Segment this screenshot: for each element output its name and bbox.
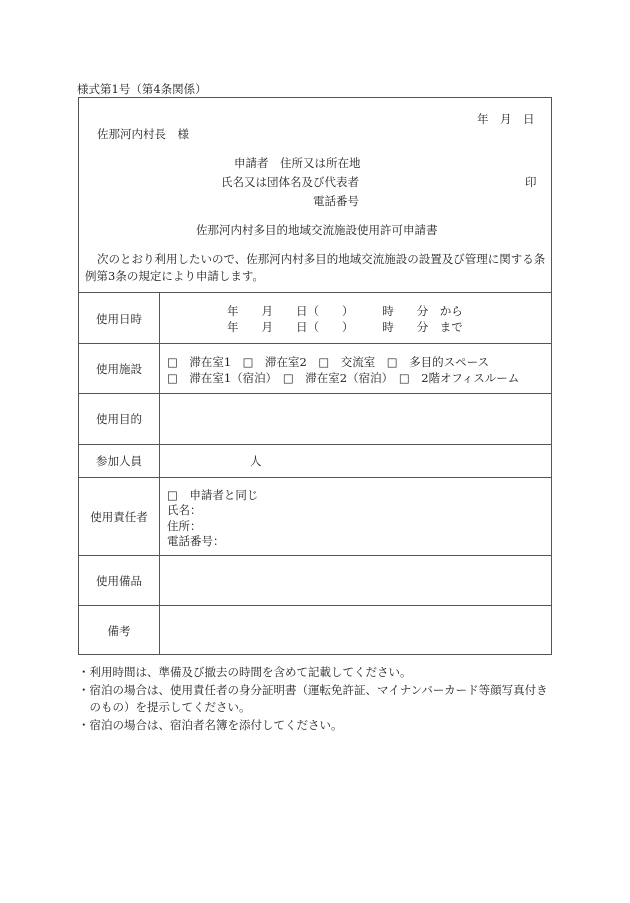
- row-label-facility: 使用施設: [96, 362, 142, 376]
- applicant-name-field[interactable]: 氏名又は団体名及び代表者: [221, 175, 359, 189]
- note-item: のもの）を提示してください。: [78, 700, 251, 714]
- facility-options-line2[interactable]: □ 滞在室1（宿泊） □ 滞在室2（宿泊） □ 2階オフィスルーム: [167, 371, 520, 385]
- intro-text-line2: 例第3条の規定により申請します。: [85, 269, 264, 283]
- table-top-line: [79, 292, 551, 293]
- purpose-field[interactable]: [161, 395, 549, 442]
- notes: [78, 664, 558, 734]
- form-title: 佐那河内村多目的地域交流施設使用許可申請書: [196, 223, 438, 237]
- row-label-manager: 使用責任者: [90, 510, 148, 524]
- equipment-field[interactable]: [161, 557, 549, 603]
- row-divider: [79, 477, 551, 478]
- form-number-label: 様式第1号（第4条関係）: [77, 82, 207, 96]
- row-label-equipment: 使用備品: [96, 574, 142, 588]
- row-divider: [79, 343, 551, 344]
- seal-mark: 印: [525, 175, 537, 189]
- note-item: ・利用時間は、準備及び撤去の時間を含めて記載してください。: [78, 665, 412, 679]
- row-label-participants: 参加人員: [96, 454, 142, 468]
- date-field[interactable]: 年 月 日: [477, 112, 535, 126]
- row-label-remarks: 備考: [107, 624, 131, 638]
- note-item: ・宿泊の場合は、使用責任者の身分証明書（運転免許証、マイナンバーカード等顔写真付き: [78, 682, 548, 697]
- remarks-field[interactable]: [161, 607, 549, 653]
- label-column-divider: [159, 292, 160, 655]
- applicant-phone-field[interactable]: 電話番号: [313, 194, 359, 208]
- manager-same-checkbox[interactable]: □ 申請者と同じ: [167, 488, 259, 502]
- manager-name-field[interactable]: 氏名：: [167, 503, 202, 517]
- manager-phone-field[interactable]: 電話番号：: [167, 534, 225, 548]
- facility-options-line1[interactable]: □ 滞在室1 □ 滞在室2 □ 交流室 □ 多目的スペース: [167, 355, 490, 369]
- intro-text-line1: 次のとおり利用したいので、佐那河内村多目的地域交流施設の設置及び管理に関する条: [97, 252, 546, 266]
- note-item: ・宿泊の場合は、宿泊者名簿を添付してください。: [78, 717, 343, 732]
- row-divider: [79, 605, 551, 606]
- row-label-purpose: 使用目的: [96, 412, 142, 426]
- date-to-field[interactable]: 年 月 日（ ） 時 分 まで: [227, 320, 463, 334]
- row-divider: [79, 393, 551, 394]
- participants-field[interactable]: [161, 446, 549, 475]
- row-divider: [79, 555, 551, 556]
- row-divider: [79, 444, 551, 445]
- application-form: [78, 97, 552, 655]
- manager-address-field[interactable]: 住所：: [167, 519, 202, 533]
- applicant-address-field[interactable]: 申請者 住所又は所在地: [234, 156, 361, 170]
- addressee: 佐那河内村長 様: [97, 127, 189, 141]
- date-from-field[interactable]: 年 月 日（ ） 時 分 から: [227, 304, 463, 318]
- participants-unit: 人: [250, 454, 262, 468]
- row-label-date: 使用日時: [96, 312, 142, 326]
